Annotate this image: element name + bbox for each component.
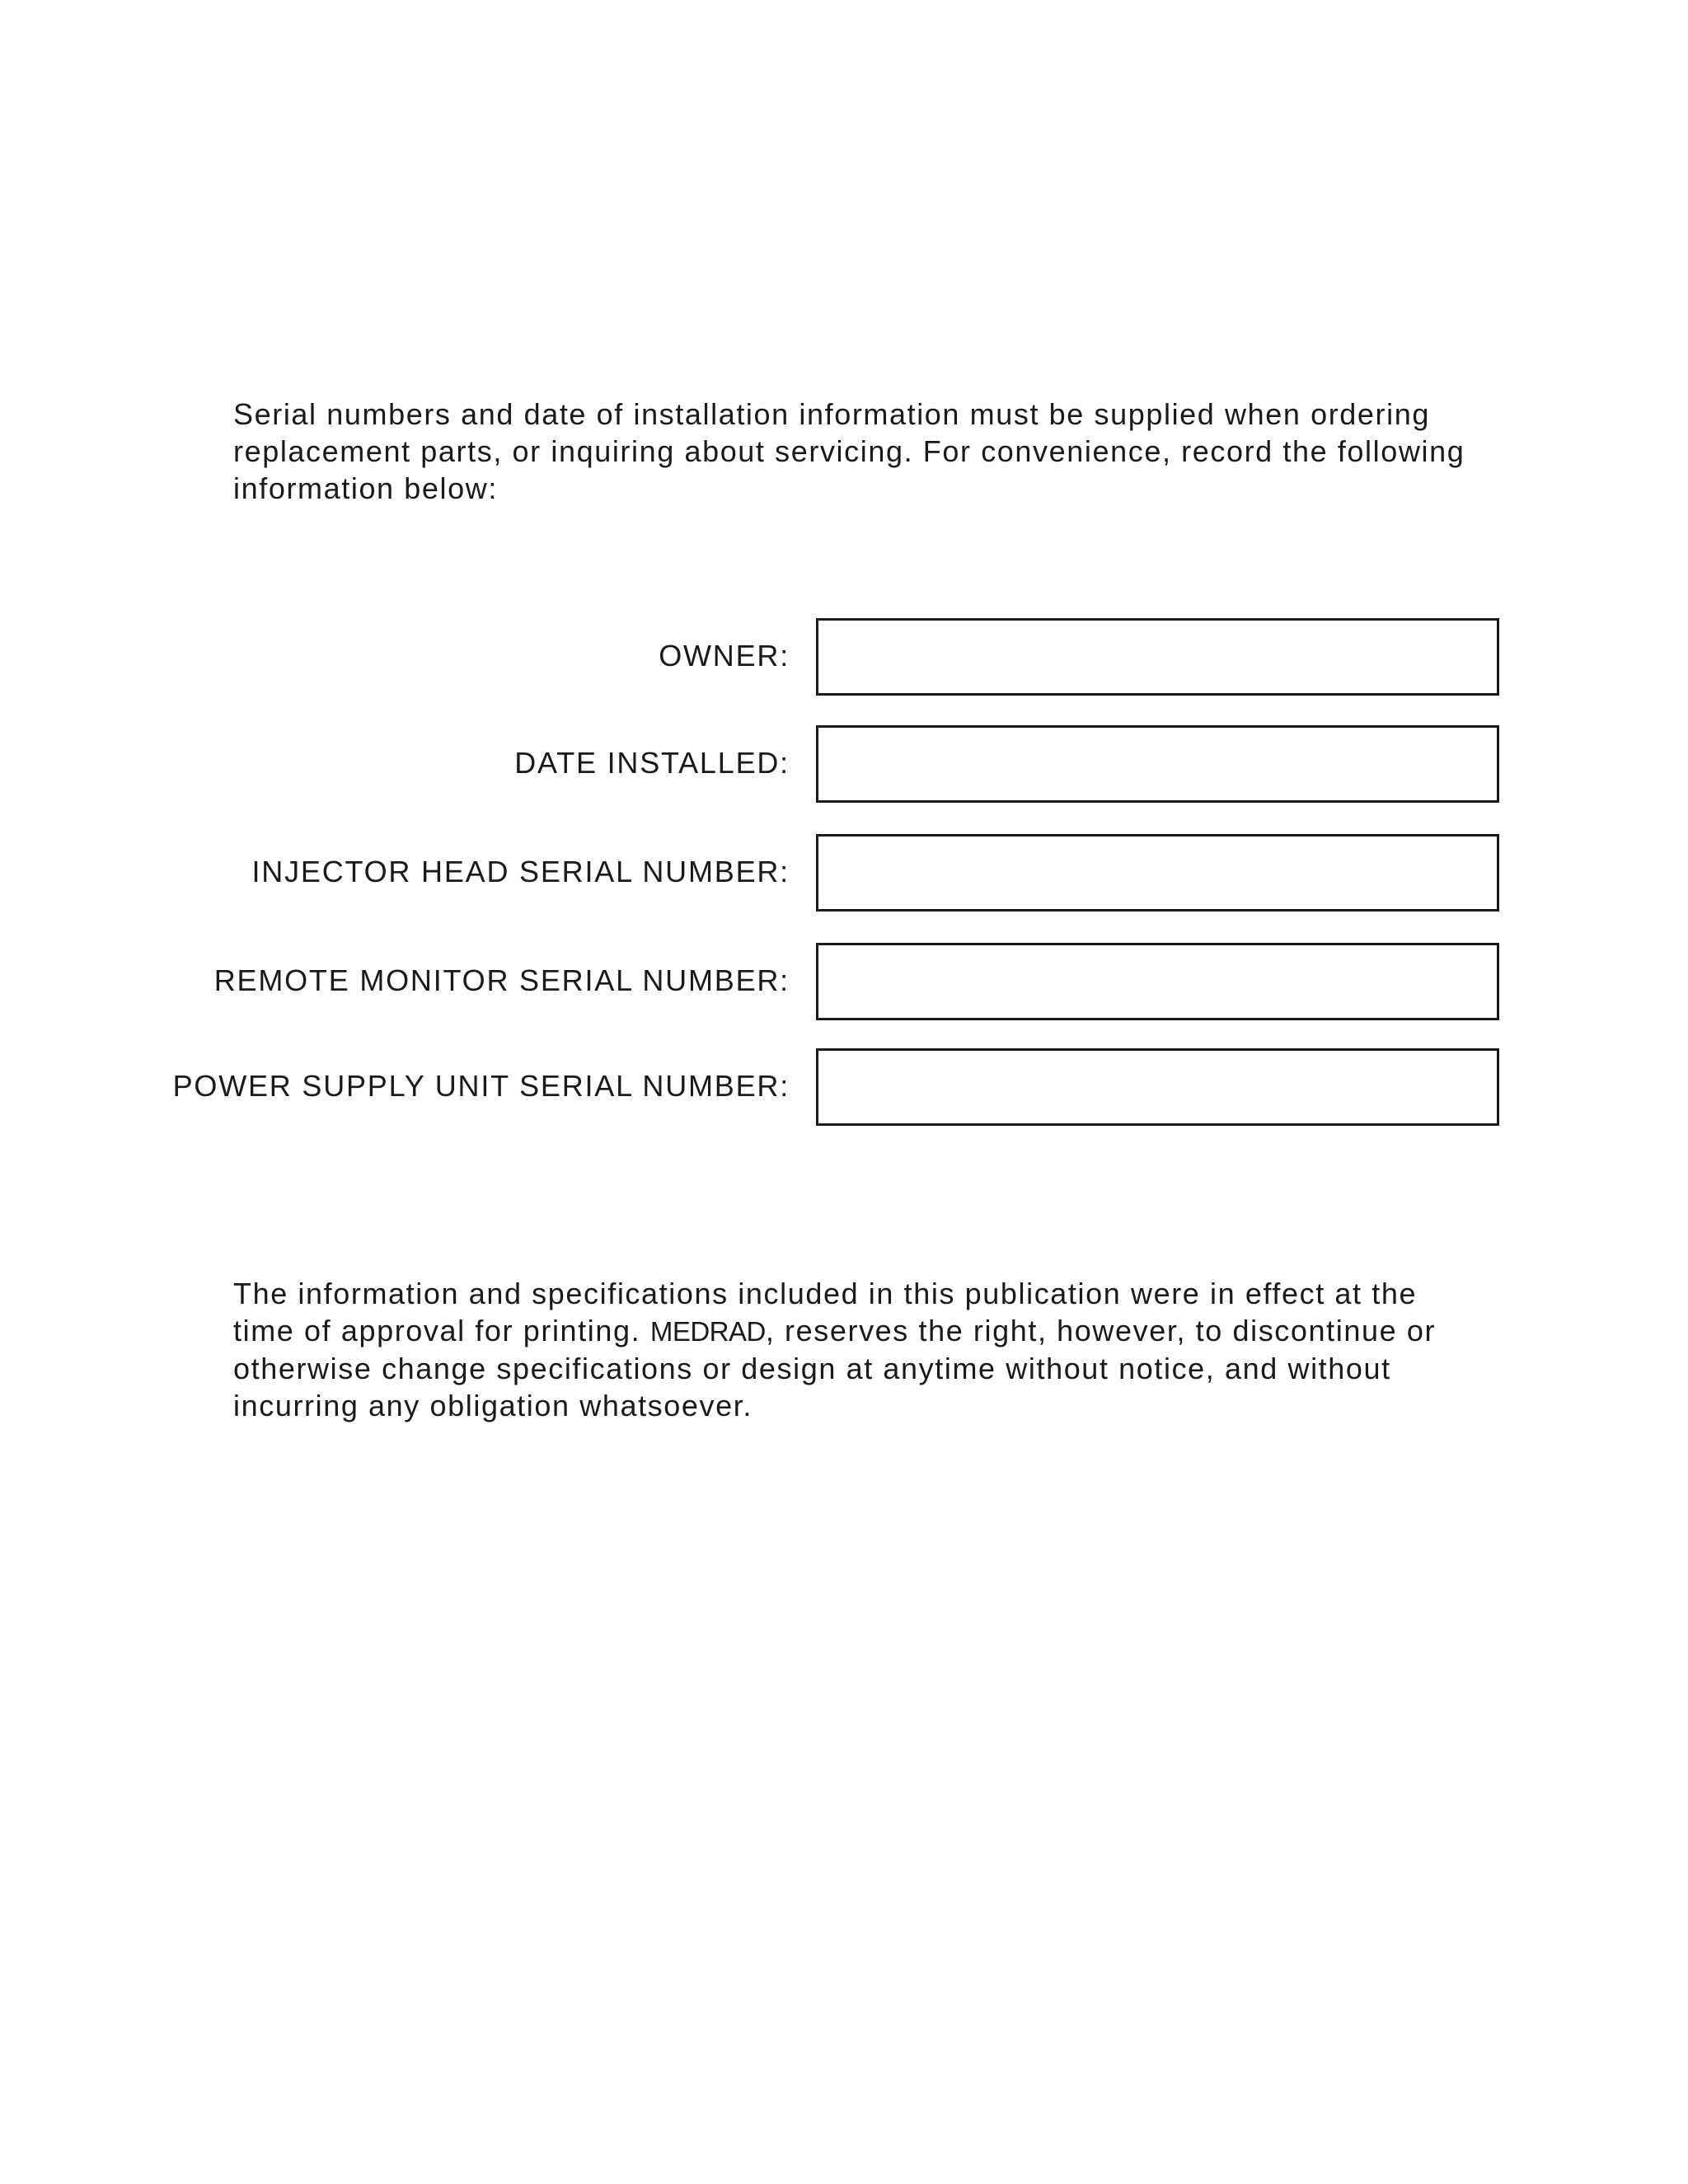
disclaimer-text: , reserves the right, however, to discontinue or [765,1314,1437,1347]
disclaimer-paragraph [233,1275,1519,1424]
disclaimer-text: time of approval for printing. [233,1314,650,1347]
disclaimer-line: incurring any obligation whatsoever. [233,1389,753,1422]
injector-head-serial-label: INJECTOR HEAD SERIAL NUMBER: [251,855,790,888]
power-supply-serial-label: POWER SUPPLY UNIT SERIAL NUMBER: [172,1069,790,1103]
intro-line: replacement parts, or inquiring about servicing. For convenience, record the following [233,434,1465,468]
remote-monitor-serial-field[interactable] [816,943,1499,1020]
disclaimer-line: otherwise change specifications or design at anytime without notice, and without [233,1352,1391,1385]
disclaimer-line: The information and specifications included in this publication were in effect at the [233,1277,1418,1310]
brand-name: MEDRAD [649,1316,766,1347]
owner-label: OWNER: [659,639,790,673]
intro-paragraph [233,396,1519,507]
date-installed-field[interactable] [816,725,1499,803]
power-supply-serial-field[interactable] [816,1048,1499,1126]
date-installed-label: DATE INSTALLED: [514,746,790,780]
injector-head-serial-field[interactable] [816,834,1499,912]
remote-monitor-serial-label: REMOTE MONITOR SERIAL NUMBER: [213,963,790,997]
owner-field[interactable] [816,618,1499,696]
intro-line: Serial numbers and date of installation information must be supplied when ordering [233,397,1430,431]
disclaimer-line [233,1312,1519,1350]
intro-line: information below: [233,471,498,505]
